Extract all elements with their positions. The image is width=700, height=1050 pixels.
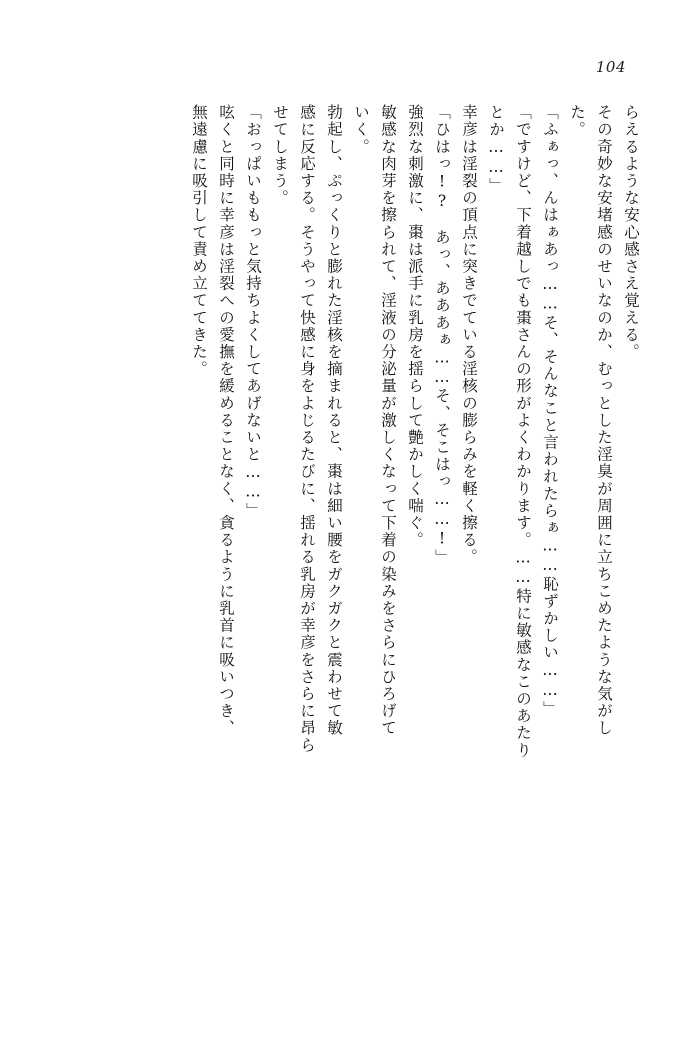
text-line: 幸彦は淫裂の頂点に突きでている淫核の膨らみを軽く擦る。 <box>460 104 478 566</box>
text-line: 無遠慮に吸引して責め立ててきた。 <box>190 104 208 378</box>
text-line: いく。 <box>352 104 370 156</box>
text-line: 「ですけど、下着越しでも棗さんの形がよくわかります。……特に敏感なこのあたり <box>514 104 532 759</box>
text-line: せてしまう。 <box>271 104 289 207</box>
text-line: 感に反応する。そうやって快感に身をよじるたびに、揺れる乳房が幸彦をさらに昂ら <box>298 104 316 754</box>
text-line: 強烈な刺激に、棗は派手に乳房を揺らして艶かしく喘ぐ。 <box>406 104 424 549</box>
text-line: その奇妙な安堵感のせいなのか、むっとした淫臭が周囲に立ちこめたような気がし <box>595 104 613 737</box>
page-number: 104 <box>595 58 626 76</box>
text-line: 呟くと同時に幸彦は淫裂への愛撫を緩めることなく、貪るように乳首に吸いつき、 <box>217 104 235 737</box>
text-line: 「おっぱいももっと気持ちよくしてあげないと……」 <box>244 104 262 520</box>
text-line: た。 <box>568 104 586 139</box>
text-line: 「ひはっ!? あっ、あああぁ……そ、そこはっ……!」 <box>433 104 451 567</box>
text-line: らえるような安心感さえ覚える。 <box>622 104 640 361</box>
text-line: 敏感な肉芽を擦られて、淫液の分泌量が激しくなって下着の染みをさらにひろげて <box>379 104 397 737</box>
vertical-text-body <box>62 104 638 934</box>
text-line: 「ふぁっ、んはぁあっ……そ、そんなこと言われたらぁ……恥ずかしい……」 <box>541 104 559 718</box>
text-line: とか……」 <box>487 104 505 195</box>
text-line: 勃起し、ぷっくりと膨れた淫核を摘まれると、棗は細い腰をガクガクと震わせて敏 <box>325 104 343 737</box>
